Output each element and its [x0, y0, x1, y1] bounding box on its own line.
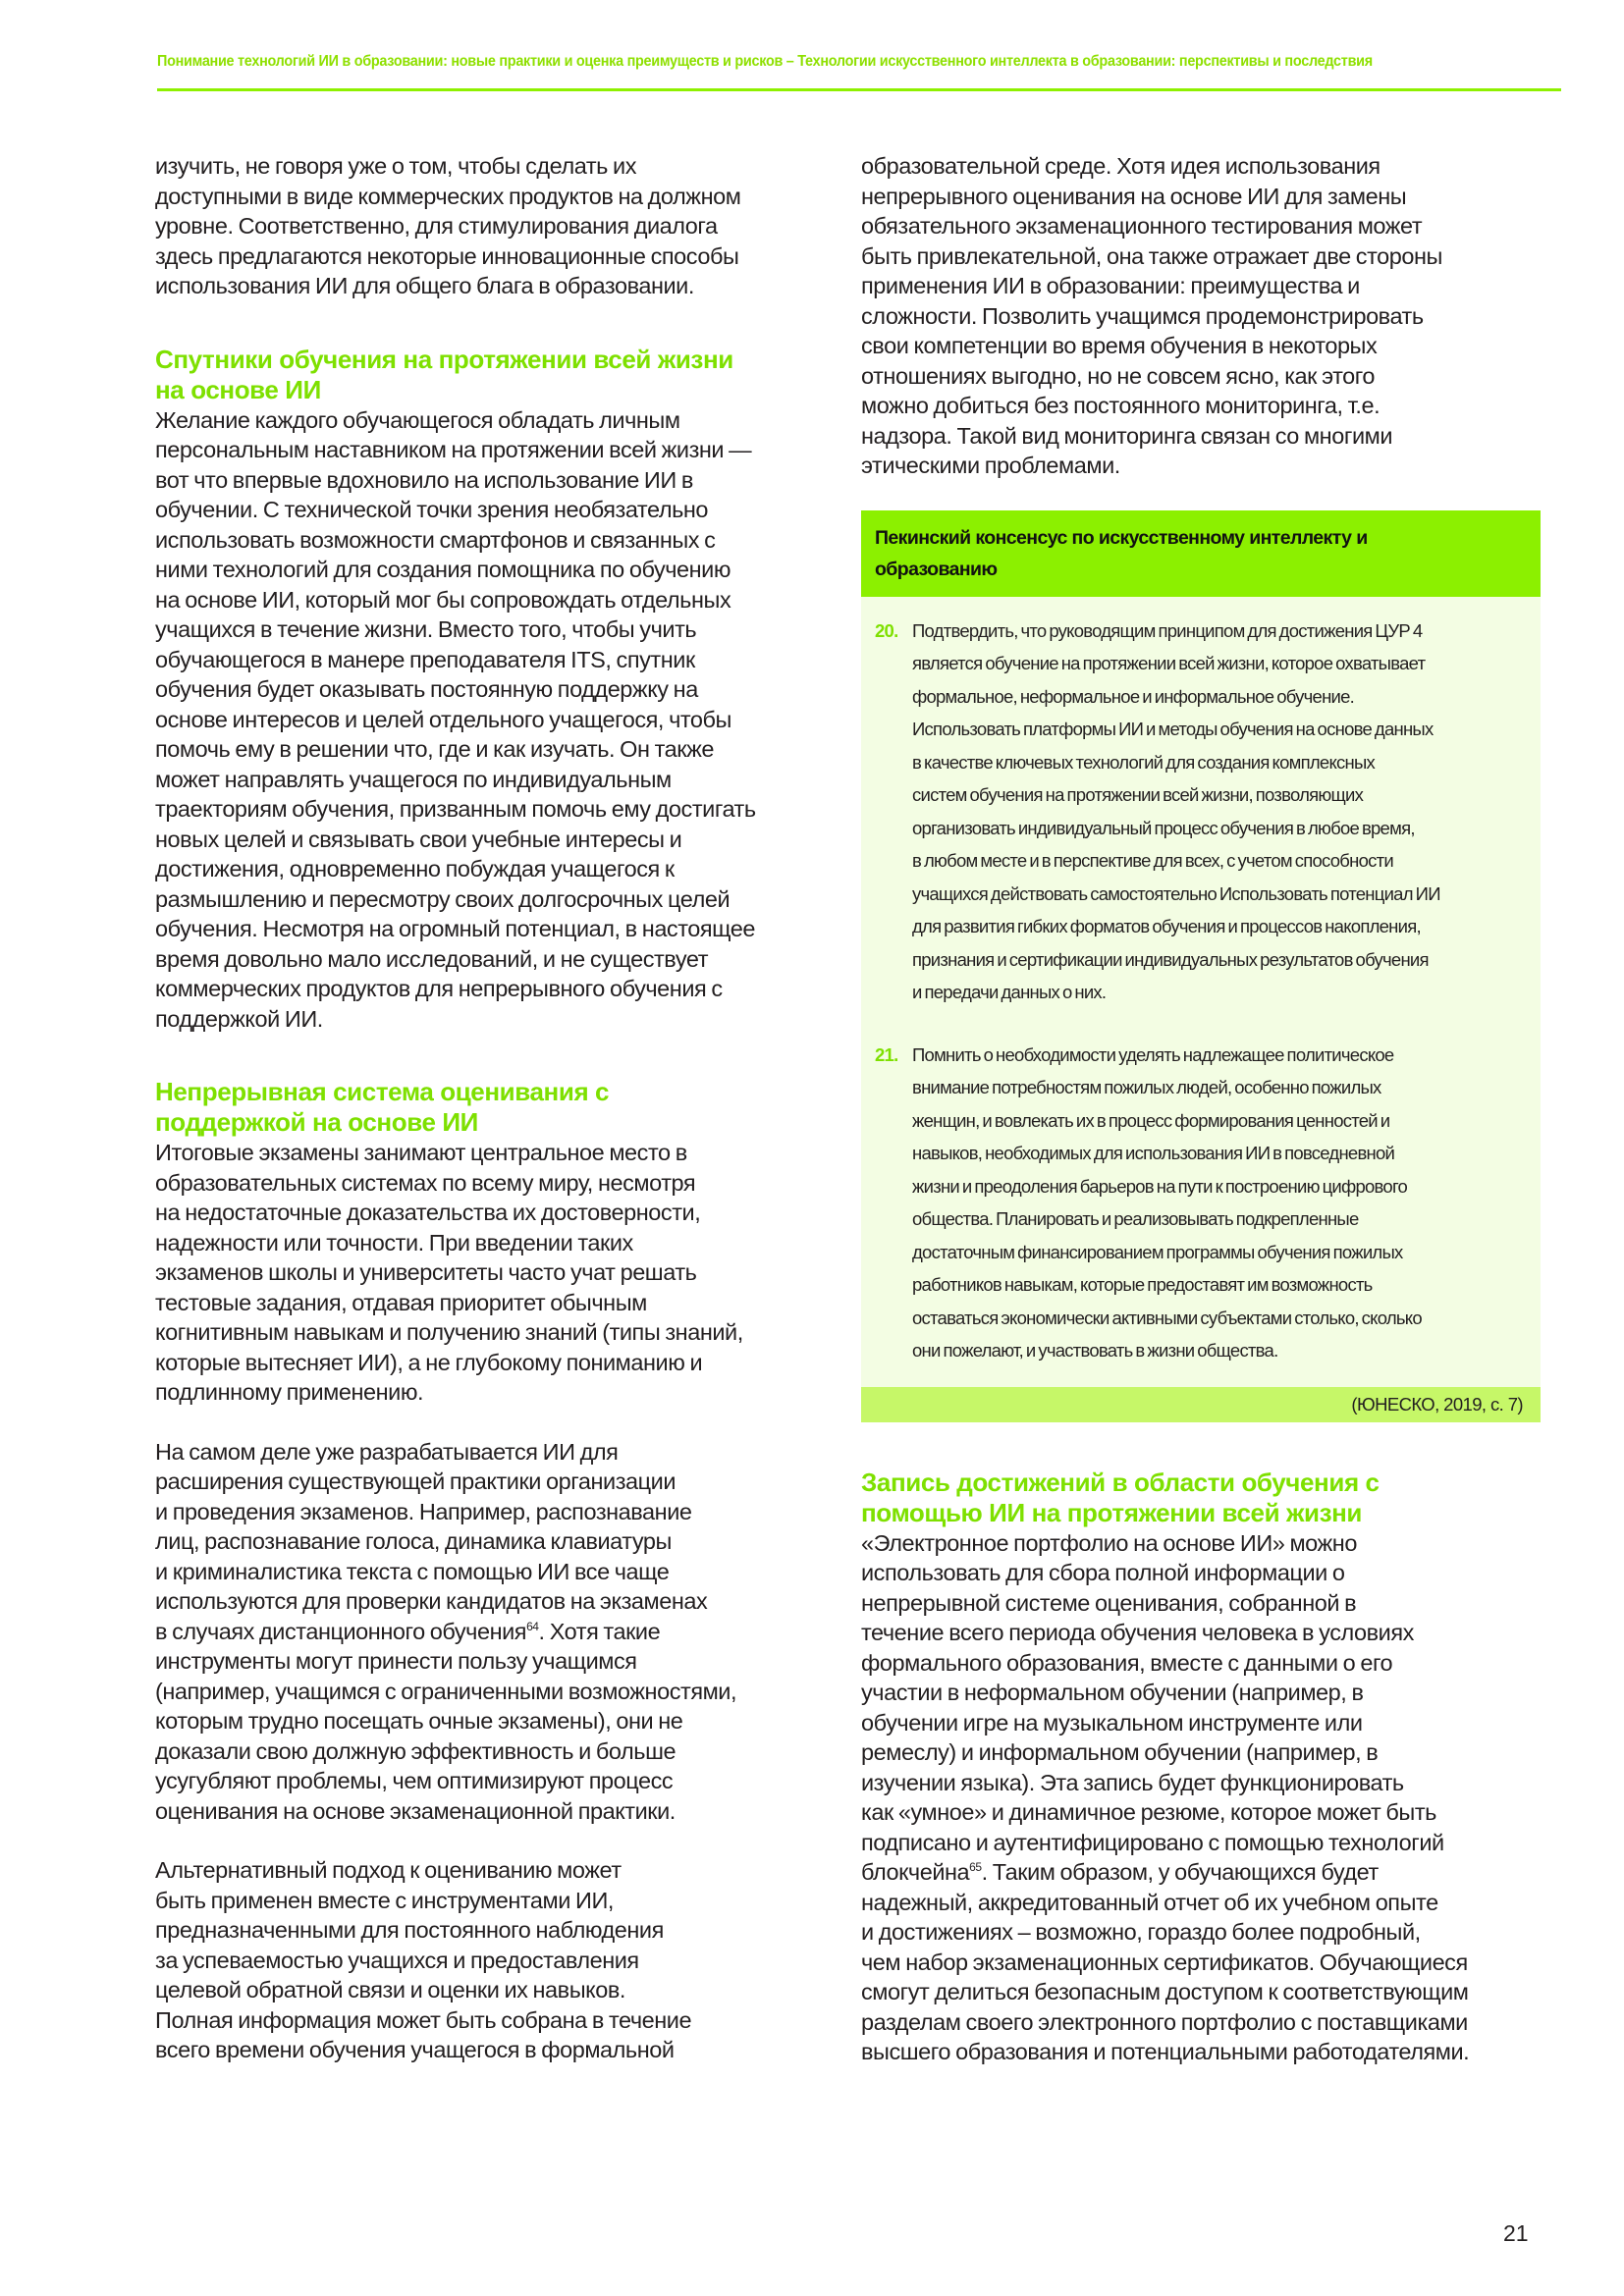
text-line: и криминалистика текста с помощью ИИ все чаще [155, 1558, 670, 1584]
text-line: поддержкой на основе ИИ [155, 1107, 478, 1137]
text-line: чем набор экзаменационных сертификатов. Обучающиеся [861, 1949, 1468, 1975]
text-line: использовать возможности смартфонов и связанных с [155, 526, 716, 553]
text-line: является обучение на протяжении всей жизни, которое охватывает [912, 653, 1426, 673]
section-heading-continuous-assessment [155, 1077, 833, 1138]
text-line: обязательного экзаменационного тестирования может [861, 213, 1423, 239]
footnote-ref-64[interactable]: 64 [526, 1619, 539, 1633]
text-line: здесь предлагаются некоторые инновационные способы [155, 242, 739, 269]
text-line: Использовать платформы ИИ и методы обучения на основе данных [912, 719, 1434, 739]
text-line: организовать индивидуальный процесс обучения в любое время, [912, 817, 1415, 838]
item-number: 20. [875, 619, 898, 641]
text-line: Пекинский консенсус по искусственному интеллекту и [875, 526, 1368, 549]
text-line: работников навыкам, которые предоставят им возможность [912, 1274, 1373, 1295]
right-column [861, 151, 1541, 2067]
intro-paragraph [155, 151, 833, 301]
item-text [912, 614, 1523, 1009]
text-line: поддержкой ИИ. [155, 1005, 323, 1032]
text-line: они пожелают, и участвовать в жизни общества. [912, 1340, 1278, 1361]
box-body [861, 597, 1541, 1387]
text-line: ними технологий для создания помощника по обучению [155, 557, 731, 582]
text-line: может направлять учащегося по индивидуальным [155, 766, 672, 792]
text-line: доказали свою должную эффективность и больше [155, 1737, 677, 1764]
text-line: можно добиться без постоянного мониторинга, т.е. [861, 393, 1380, 418]
assessment-paragraph-2 [155, 1437, 833, 1827]
text-line: за успеваемостью учащихся и предоставления [155, 1947, 639, 1973]
page-number: 21 [1503, 2220, 1529, 2246]
beijing-consensus-box [861, 510, 1541, 1422]
text-line: помочь ему в решении что, где и как изучать. Он также [155, 736, 714, 762]
text-line: признания и сертификации индивидуальных результатов обучения [912, 948, 1429, 970]
footnote-ref-65[interactable]: 65 [969, 1860, 982, 1874]
text-line: тестовые задания, отдавая приоритет обычным [155, 1289, 647, 1315]
text-line: непрерывного оценивания на основе ИИ для замены [861, 183, 1407, 209]
text-line: когнитивным навыкам и получению знаний (типы знаний, [155, 1319, 743, 1345]
text-line: внимание потребностям пожилых людей, особенно пожилых [912, 1077, 1381, 1097]
text-line: размышлению и пересмотру своих долгосрочных целей [155, 885, 731, 912]
text-line: «Электронное портфолио на основе ИИ» можно [861, 1529, 1357, 1556]
text-line: и проведения экзаменов. Например, распознавание [155, 1498, 692, 1524]
text-line: уровне. Соответственно, для стимулирования диалога [155, 213, 718, 239]
text-line: вот что впервые вдохновило на использование ИИ в [155, 466, 693, 493]
text-line: для развития гибких форматов обучения и процессов накопления, [912, 916, 1421, 936]
footnote-line: блокчейна$^{65}$. Таким образом, у обучающихся будет [861, 1859, 1379, 1885]
text-line: подписано и аутентифицировано с помощью технологий [861, 1829, 1444, 1855]
text-line: учащихся в течение жизни. Вместо того, чтобы учить [155, 616, 697, 642]
box-item-21 [875, 1039, 1523, 1367]
text-line: Желание каждого обучающегося обладать личным [155, 406, 680, 433]
continuation-paragraph [861, 151, 1541, 481]
text-line: (например, учащимся с ограниченными возможностями, [155, 1678, 737, 1704]
text-line: всего времени обучения учащегося в формальной [155, 2037, 675, 2062]
text-line: обучении игре на музыкальном инструменте или [861, 1709, 1363, 1735]
text-line: и передачи данных о них. [912, 982, 1107, 1002]
text-line: усугубляют проблемы, чем оптимизируют процесс [155, 1768, 674, 1793]
text-line: помощью ИИ на протяжении всей жизни [861, 1497, 1363, 1527]
text-line: сложности. Позволить учащимся продемонстрировать [861, 302, 1424, 329]
text-line: Спутники обучения на протяжении всей жизни [155, 344, 733, 374]
text-line: оставаться экономически активными субъектами столько, сколько [912, 1307, 1422, 1328]
text-line: основе интересов и целей отдельного учащегося, чтобы [155, 706, 731, 732]
text-line: общества. Планировать и реализовывать подкрепленные [912, 1208, 1359, 1229]
text-line: Итоговые экзамены занимают центральное место в [155, 1140, 687, 1165]
text-line: образовательной среде. Хотя идея использования [861, 153, 1380, 179]
text-line: персональным наставником на протяжении всей жизни — [155, 437, 752, 462]
assessment-paragraph-1 [155, 1138, 833, 1408]
text-line: смогут делиться безопасным доступом к соответствующим [861, 1979, 1469, 2004]
text-line: Запись достижений в области обучения с [861, 1467, 1380, 1497]
text-line: образованию [875, 558, 998, 580]
text-line: систем обучения на протяжении всей жизни, позволяющих [912, 784, 1364, 805]
text-line: в качестве ключевых технологий для создания комплексных [912, 751, 1376, 773]
text-line: целевой обратной связи и оценки их навыков. [155, 1977, 625, 2002]
text-line: На самом деле уже разрабатывается ИИ для [155, 1438, 619, 1465]
text-line: надзора. Такой вид мониторинга связан со многими [861, 422, 1393, 449]
text-line: применения ИИ в образовании: преимущества и [861, 273, 1360, 298]
text-line: формальное, неформальное и информальное обучение. [912, 685, 1355, 707]
text-line: образовательных системах по всему миру, несмотря [155, 1169, 696, 1196]
text-line: в любом месте и в перспективе для всех, с учетом способности [912, 850, 1393, 871]
text-line: Непрерывная система оценивания с [155, 1077, 610, 1106]
text-line: на основе ИИ, который мог бы сопровождать отдельных [155, 586, 731, 613]
text-line: инструменты могут принести пользу учащимся [155, 1648, 637, 1674]
text-line: использовать для сбора полной информации о [861, 1560, 1345, 1585]
text-line: надежности или точности. При введении таких [155, 1229, 633, 1255]
text-line: использования ИИ для общего блага в образовании. [155, 273, 694, 298]
text-line: и достижениях – возможно, гораздо более подробный, [861, 1919, 1421, 1945]
text-line: изучить, не говоря уже о том, чтобы сделать их [155, 153, 637, 179]
text-line: как «умное» и динамичное резюме, которое может быть [861, 1799, 1436, 1825]
text-line: на основе ИИ [155, 374, 321, 404]
text-line: навыков, необходимых для использования ИИ в повседневной [912, 1143, 1395, 1163]
text-line: коммерческих продуктов для непрерывного обучения с [155, 976, 723, 1001]
section-heading-lifelong-companions [155, 345, 833, 405]
text-line: траекториям обучения, призванным помочь ему достигать [155, 796, 756, 822]
text-line: отношениях выгодно, но не совсем ясно, как этого [861, 362, 1375, 389]
text-line: высшего образования и потенциальными работодателями. [861, 2039, 1470, 2064]
text-line: этическими проблемами. [861, 453, 1120, 478]
text-line: оценивания на основе экзаменационной практики. [155, 1797, 676, 1824]
text-line: ремеслу) и информальном обучении (например, в [861, 1739, 1379, 1765]
text-line: Помнить о необходимости уделять надлежащее политическое [912, 1043, 1394, 1065]
text-line: непрерывной системе оценивания, собранной в [861, 1589, 1357, 1616]
text-line: быть привлекательной, она также отражает две стороны [861, 242, 1442, 269]
assessment-paragraph-3 [155, 1855, 833, 2065]
text-line: экзаменов школы и университеты часто учат решать [155, 1259, 697, 1285]
text-line: свои компетенции во время обучения в некоторых [861, 333, 1378, 358]
text-line: доступными в виде коммерческих продуктов на должном [155, 183, 741, 209]
text-line: обучающегося в манере преподавателя ITS, спутник [155, 646, 695, 672]
text-line: формального образования, вместе с данными о его [861, 1649, 1393, 1676]
text-line: Полная информация может быть собрана в течение [155, 2006, 692, 2033]
text-line: обучения. Несмотря на огромный потенциал, в настоящее [155, 916, 756, 941]
header-rule [157, 88, 1561, 91]
text-line: Альтернативный подход к оцениванию может [155, 1857, 622, 1883]
text-line: новых целей и связывать свои учебные интересы и [155, 826, 682, 852]
text-line: подлинному применению. [155, 1379, 424, 1405]
left-column [155, 151, 833, 2065]
text-line: используются для проверки кандидатов на экзаменах [155, 1588, 708, 1614]
text-line: надежный, аккредитованный отчет об их учебном опыте [861, 1889, 1438, 1915]
text-line: время довольно мало исследований, и не существует [155, 945, 709, 972]
text-line: учащихся действовать самостоятельно Использовать потенциал ИИ [912, 882, 1440, 904]
box-title [861, 510, 1541, 597]
text-line: предназначенными для постоянного наблюдения [155, 1917, 664, 1943]
text-line: лиц, распознавание голоса, динамика клавиатуры [155, 1528, 672, 1554]
text-line: изучении языка). Эта запись будет функционировать [861, 1769, 1404, 1795]
item-number: 21. [875, 1043, 898, 1065]
text-line: течение всего периода обучения человека в условиях [861, 1620, 1414, 1645]
section-heading-eportfolio [861, 1468, 1541, 1528]
box-citation: (ЮНЕСКО, 2019, с. 7) [861, 1387, 1541, 1422]
text-line: на недостаточные доказательства их достоверности, [155, 1200, 701, 1225]
text-line: Подтвердить, что руководящим принципом для достижения ЦУР 4 [912, 619, 1423, 641]
text-line: которым трудно посещать очные экзамены), они не [155, 1708, 683, 1734]
lifelong-companions-paragraph [155, 405, 833, 1035]
text-line: расширения существующей практики организации [155, 1468, 677, 1494]
text-line: женщин, и вовлекать их в процесс формирования ценностей и [912, 1109, 1390, 1131]
text-line: быть применен вместе с инструментами ИИ, [155, 1887, 614, 1913]
text-line: которые вытесняет ИИ), а не глубокому пониманию и [155, 1349, 703, 1375]
box-item-20 [875, 614, 1523, 1009]
text-line: обучении. С технической точки зрения необязательно [155, 497, 709, 522]
text-line: достаточным финансированием программы обучения пожилых [912, 1241, 1403, 1262]
text-line: жизни и преодоления барьеров на пути к построению цифрового [912, 1175, 1408, 1197]
text-line: разделам своего электронного портфолио с поставщиками [861, 2008, 1468, 2035]
text-line: участии в неформальном обучении (например, в [861, 1680, 1364, 1705]
text-line: обучения будет оказывать постоянную поддержку на [155, 676, 698, 702]
eportfolio-paragraph [861, 1528, 1541, 2067]
footnote-line: в случаях дистанционного обучения$^{64}$. Хотя такие [155, 1618, 661, 1644]
text-line: достижения, одновременно побуждая учащегося к [155, 856, 675, 881]
running-head: Понимание технологий ИИ в образовании: новые практики и оценка преимуществ и рисков – Технологии искусственного интеллекта в образовании: перспективы и последствия [157, 53, 1373, 70]
item-text [912, 1039, 1523, 1367]
